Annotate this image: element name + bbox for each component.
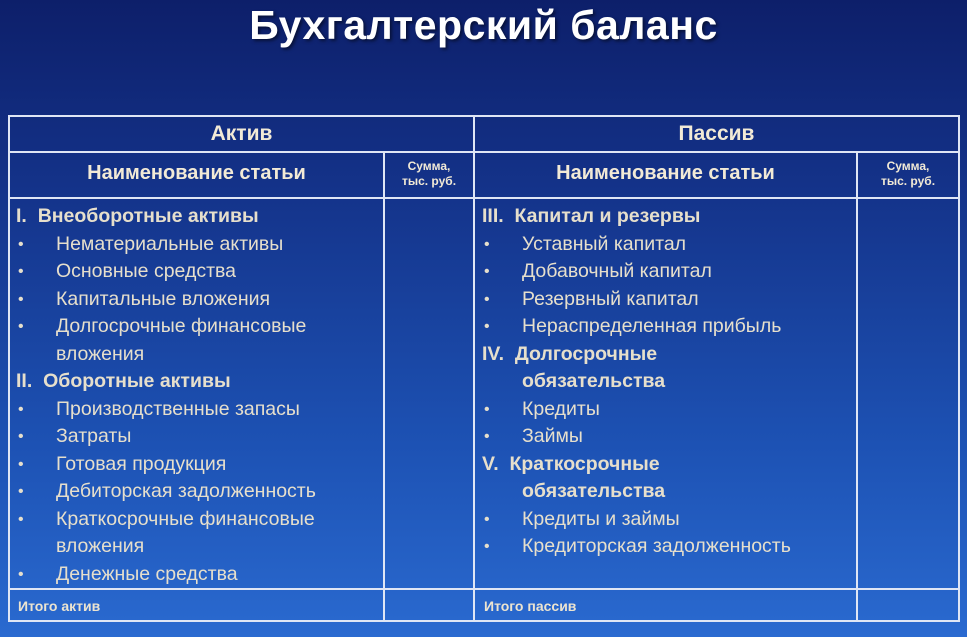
list-item: • Добавочный капитал (482, 258, 854, 286)
bullet-icon: • (18, 318, 24, 335)
bullet-icon: • (484, 538, 490, 555)
bullet-icon: • (18, 428, 24, 445)
bullet-icon: • (484, 318, 490, 335)
list-item: • Капитальные вложения (16, 286, 381, 314)
bullet-icon: • (18, 400, 24, 418)
bullet-icon: • (484, 428, 490, 445)
header-name-liability: Наименование статьи (556, 162, 775, 184)
list-item: • Нематериальные активы (16, 231, 381, 259)
divider (383, 152, 385, 620)
header-name-asset: Наименование статьи (87, 162, 306, 184)
bullet-icon: • (18, 263, 24, 280)
list-item: • Денежные средства (16, 561, 381, 589)
header-sum-line2: тыс. руб. (880, 174, 936, 188)
divider (10, 197, 958, 199)
header-liability: Пассив (678, 122, 755, 145)
bullet-icon: • (18, 235, 24, 253)
bullet-icon: • (18, 290, 24, 308)
divider (473, 117, 475, 620)
list-item: • Затраты (16, 423, 381, 451)
section-capital (482, 203, 854, 231)
list-item: • Кредиты и займы (482, 506, 854, 534)
list-item: • Краткосрочные финансовые (16, 506, 381, 534)
list-item: • Дебиторская задолженность (16, 478, 381, 506)
list-item-continuation: вложения (56, 342, 145, 365)
header-sum-line2: тыс. руб. (401, 174, 457, 188)
list-item: • Уставный капитал (482, 231, 854, 259)
section-short-term-liabilities (482, 451, 854, 479)
header-sum-line1: Сумма, (886, 159, 930, 173)
section-number: III. (482, 205, 504, 227)
section-number: I. (16, 205, 27, 227)
bullet-icon: • (18, 455, 24, 473)
bullet-icon: • (18, 510, 24, 528)
bullet-icon: • (18, 483, 24, 500)
list-item: • Производственные запасы (16, 396, 381, 424)
header-asset: Актив (210, 122, 273, 145)
bullet-icon: • (484, 290, 490, 308)
list-item: • Кредиторская задолженность (482, 533, 854, 561)
bullet-icon: • (18, 565, 24, 583)
list-item-continuation: вложения (56, 535, 145, 557)
list-item: • Нераспределенная прибыль (482, 313, 854, 341)
list-item: • Готовая продукция (16, 451, 381, 479)
section-title: Оборотные активы (43, 370, 231, 392)
divider (10, 588, 958, 590)
section-long-term-liabilities (482, 341, 854, 369)
section-title: Краткосрочные (509, 452, 660, 475)
list-item: • Основные средства (16, 258, 381, 286)
liability-list (482, 203, 854, 561)
bullet-icon: • (484, 510, 490, 528)
total-asset: Итого актив (18, 598, 101, 614)
divider (856, 152, 858, 620)
header-sum-liability (858, 159, 958, 189)
section-title: Долгосрочные (514, 342, 658, 365)
list-item: • Долгосрочные финансовые (16, 313, 381, 341)
header-sum-line1: Сумма, (407, 159, 451, 173)
section-number: II. (16, 370, 33, 392)
section-title-continuation: обязательства (522, 370, 666, 392)
page-title: Бухгалтерский баланс (249, 2, 718, 48)
header-sum-asset (385, 159, 473, 189)
list-item: • Кредиты (482, 396, 854, 424)
section-noncurrent-assets (16, 203, 381, 231)
section-title: Внеоборотные активы (37, 205, 259, 227)
divider (10, 151, 958, 153)
total-liability: Итого пассив (484, 598, 577, 614)
section-current-assets (16, 368, 381, 396)
section-title-continuation: обязательства (522, 480, 666, 502)
bullet-icon: • (484, 235, 490, 253)
list-item: • Резервный капитал (482, 286, 854, 314)
list-item: • Займы (482, 423, 854, 451)
bullet-icon: • (484, 400, 490, 418)
asset-list (16, 203, 381, 588)
balance-table (8, 115, 960, 622)
bullet-icon: • (484, 263, 490, 280)
section-number: IV. (482, 342, 505, 365)
section-number: V. (482, 452, 499, 475)
section-title: Капитал и резервы (514, 205, 701, 227)
